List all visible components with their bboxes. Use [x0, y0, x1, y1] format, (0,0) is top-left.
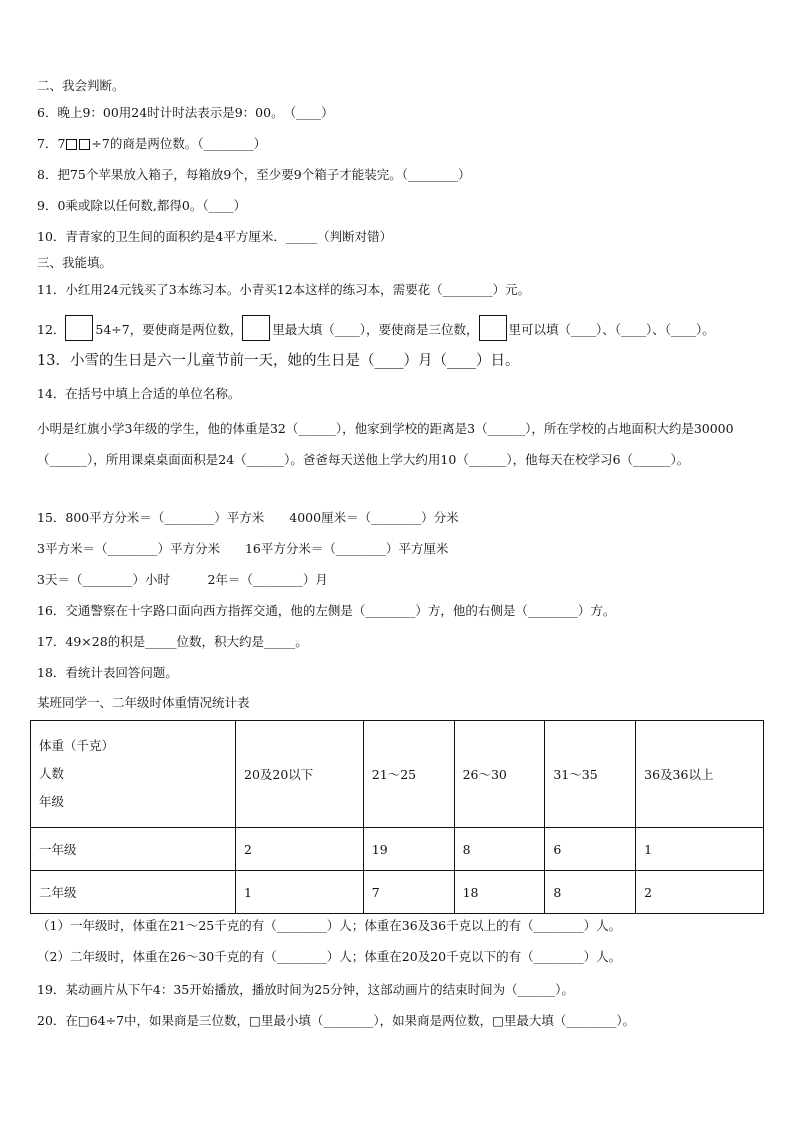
column-header: 31～35	[545, 721, 636, 828]
table-cell: 8	[545, 871, 636, 914]
question-12-part-c: 里可以填（____）、（____）、（____）。	[508, 322, 715, 337]
question-14-title: 14．在括号中填上合适的单位名称。	[37, 386, 241, 401]
question-20: 20．在□64÷7中，如果商是三位数，□里最小填（________），如果商是两位数，□里最大填（________）。	[37, 1013, 636, 1028]
question-7	[37, 135, 266, 153]
question-13: 13．小雪的生日是六一儿童节前一天，她的生日是（____）月（____）日。	[37, 353, 520, 369]
section-2-title: 二、我会判断。	[37, 78, 125, 93]
header-grade-label: 年级	[39, 794, 65, 809]
header-weight-label: 体重（千克）	[39, 738, 115, 753]
question-6: 6．晚上9：00用24时计时法表示是9：00。 （____）	[37, 105, 334, 120]
answer-box-3	[479, 315, 507, 341]
question-15-line-3: 3天＝（________）小时 2年＝（________）月	[37, 572, 328, 587]
table-row	[31, 871, 764, 914]
table-cell: 19	[363, 828, 454, 871]
question-9: 9．0乘或除以任何数,都得0。（____）	[37, 198, 247, 213]
question-7-prefix: 7．7	[37, 136, 66, 151]
question-17: 17．49×28的积是_____位数，积大约是_____。	[37, 634, 308, 649]
question-14-body: 小明是红旗小学3年级的学生，他的体重是32（______），他家到学校的距离是3（______），所在学校的占地面积大约是30000（______），所用课桌桌面面积是24（______）。爸爸每天送他上学大约用10（______），他每天在校学习6（______）。	[37, 421, 734, 467]
table-cell: 2	[236, 828, 364, 871]
question-7-suffix: ÷7的商是两位数。（________）	[91, 136, 267, 151]
question-18-sub-2: （2）二年级时，体重在26～30千克的有（________）人；体重在20及20千克以下的有（________）人。	[37, 949, 622, 964]
question-15-line-1: 15．800平方分米＝（________）平方米 4000厘米＝（________）分米	[37, 510, 459, 525]
question-12-part-b: 里最大填（____），要使商是三位数，	[272, 322, 479, 337]
column-header: 36及36以上	[636, 721, 764, 828]
column-header: 26～30	[454, 721, 545, 828]
section-3-title: 三、我能填。	[37, 255, 113, 270]
table-cell: 18	[454, 871, 545, 914]
question-8: 8．把75个苹果放入箱子，每箱放9个，至少要9个箱子才能装完。（________）	[37, 167, 471, 182]
table-cell: 7	[363, 871, 454, 914]
weight-stats-table	[30, 720, 764, 914]
question-18-title: 18．看统计表回答问题。	[37, 665, 178, 680]
row-label: 二年级	[31, 871, 236, 914]
question-18-sub-1: （1）一年级时，体重在21～25千克的有（________）人；体重在36及36千克以上的有（________）人。	[37, 918, 622, 933]
answer-box-2	[242, 315, 270, 341]
column-header: 20及20以下	[236, 721, 364, 828]
question-12-number: 12．	[37, 322, 66, 337]
table-header-row	[31, 721, 764, 828]
table-cell: 8	[454, 828, 545, 871]
table-cell: 6	[545, 828, 636, 871]
table-corner-header	[31, 721, 236, 828]
question-16: 16．交通警察在十字路口面向西方指挥交通，他的左侧是（________）方，他的右侧是（________）方。	[37, 603, 616, 618]
question-15-line-2: 3平方米＝（________）平方分米 16平方分米＝（________）平方厘米	[37, 541, 449, 556]
question-10: 10．青青家的卫生间的面积约是4平方厘米．_____（判断对错）	[37, 229, 393, 244]
table-cell: 1	[636, 828, 764, 871]
question-11: 11．小红用24元钱买了3本练习本。小青买12本这样的练习本，需要花（________）元。	[37, 282, 531, 297]
question-12-part-a: 54÷7，要使商是两位数，	[95, 322, 243, 337]
answer-box-1	[65, 315, 93, 341]
column-header: 21～25	[363, 721, 454, 828]
header-people-label: 人数	[39, 766, 65, 781]
question-19: 19．某动画片从下午4：35开始播放，播放时间为25分钟，这部动画片的结束时间为（______）。	[37, 982, 574, 997]
blank-square-1	[66, 139, 77, 150]
table-row	[31, 828, 764, 871]
table-caption: 某班同学一、二年级时体重情况统计表	[37, 695, 250, 710]
blank-square-2	[79, 139, 90, 150]
table-cell: 2	[636, 871, 764, 914]
row-label: 一年级	[31, 828, 236, 871]
table-cell: 1	[236, 871, 364, 914]
question-12	[37, 315, 715, 341]
